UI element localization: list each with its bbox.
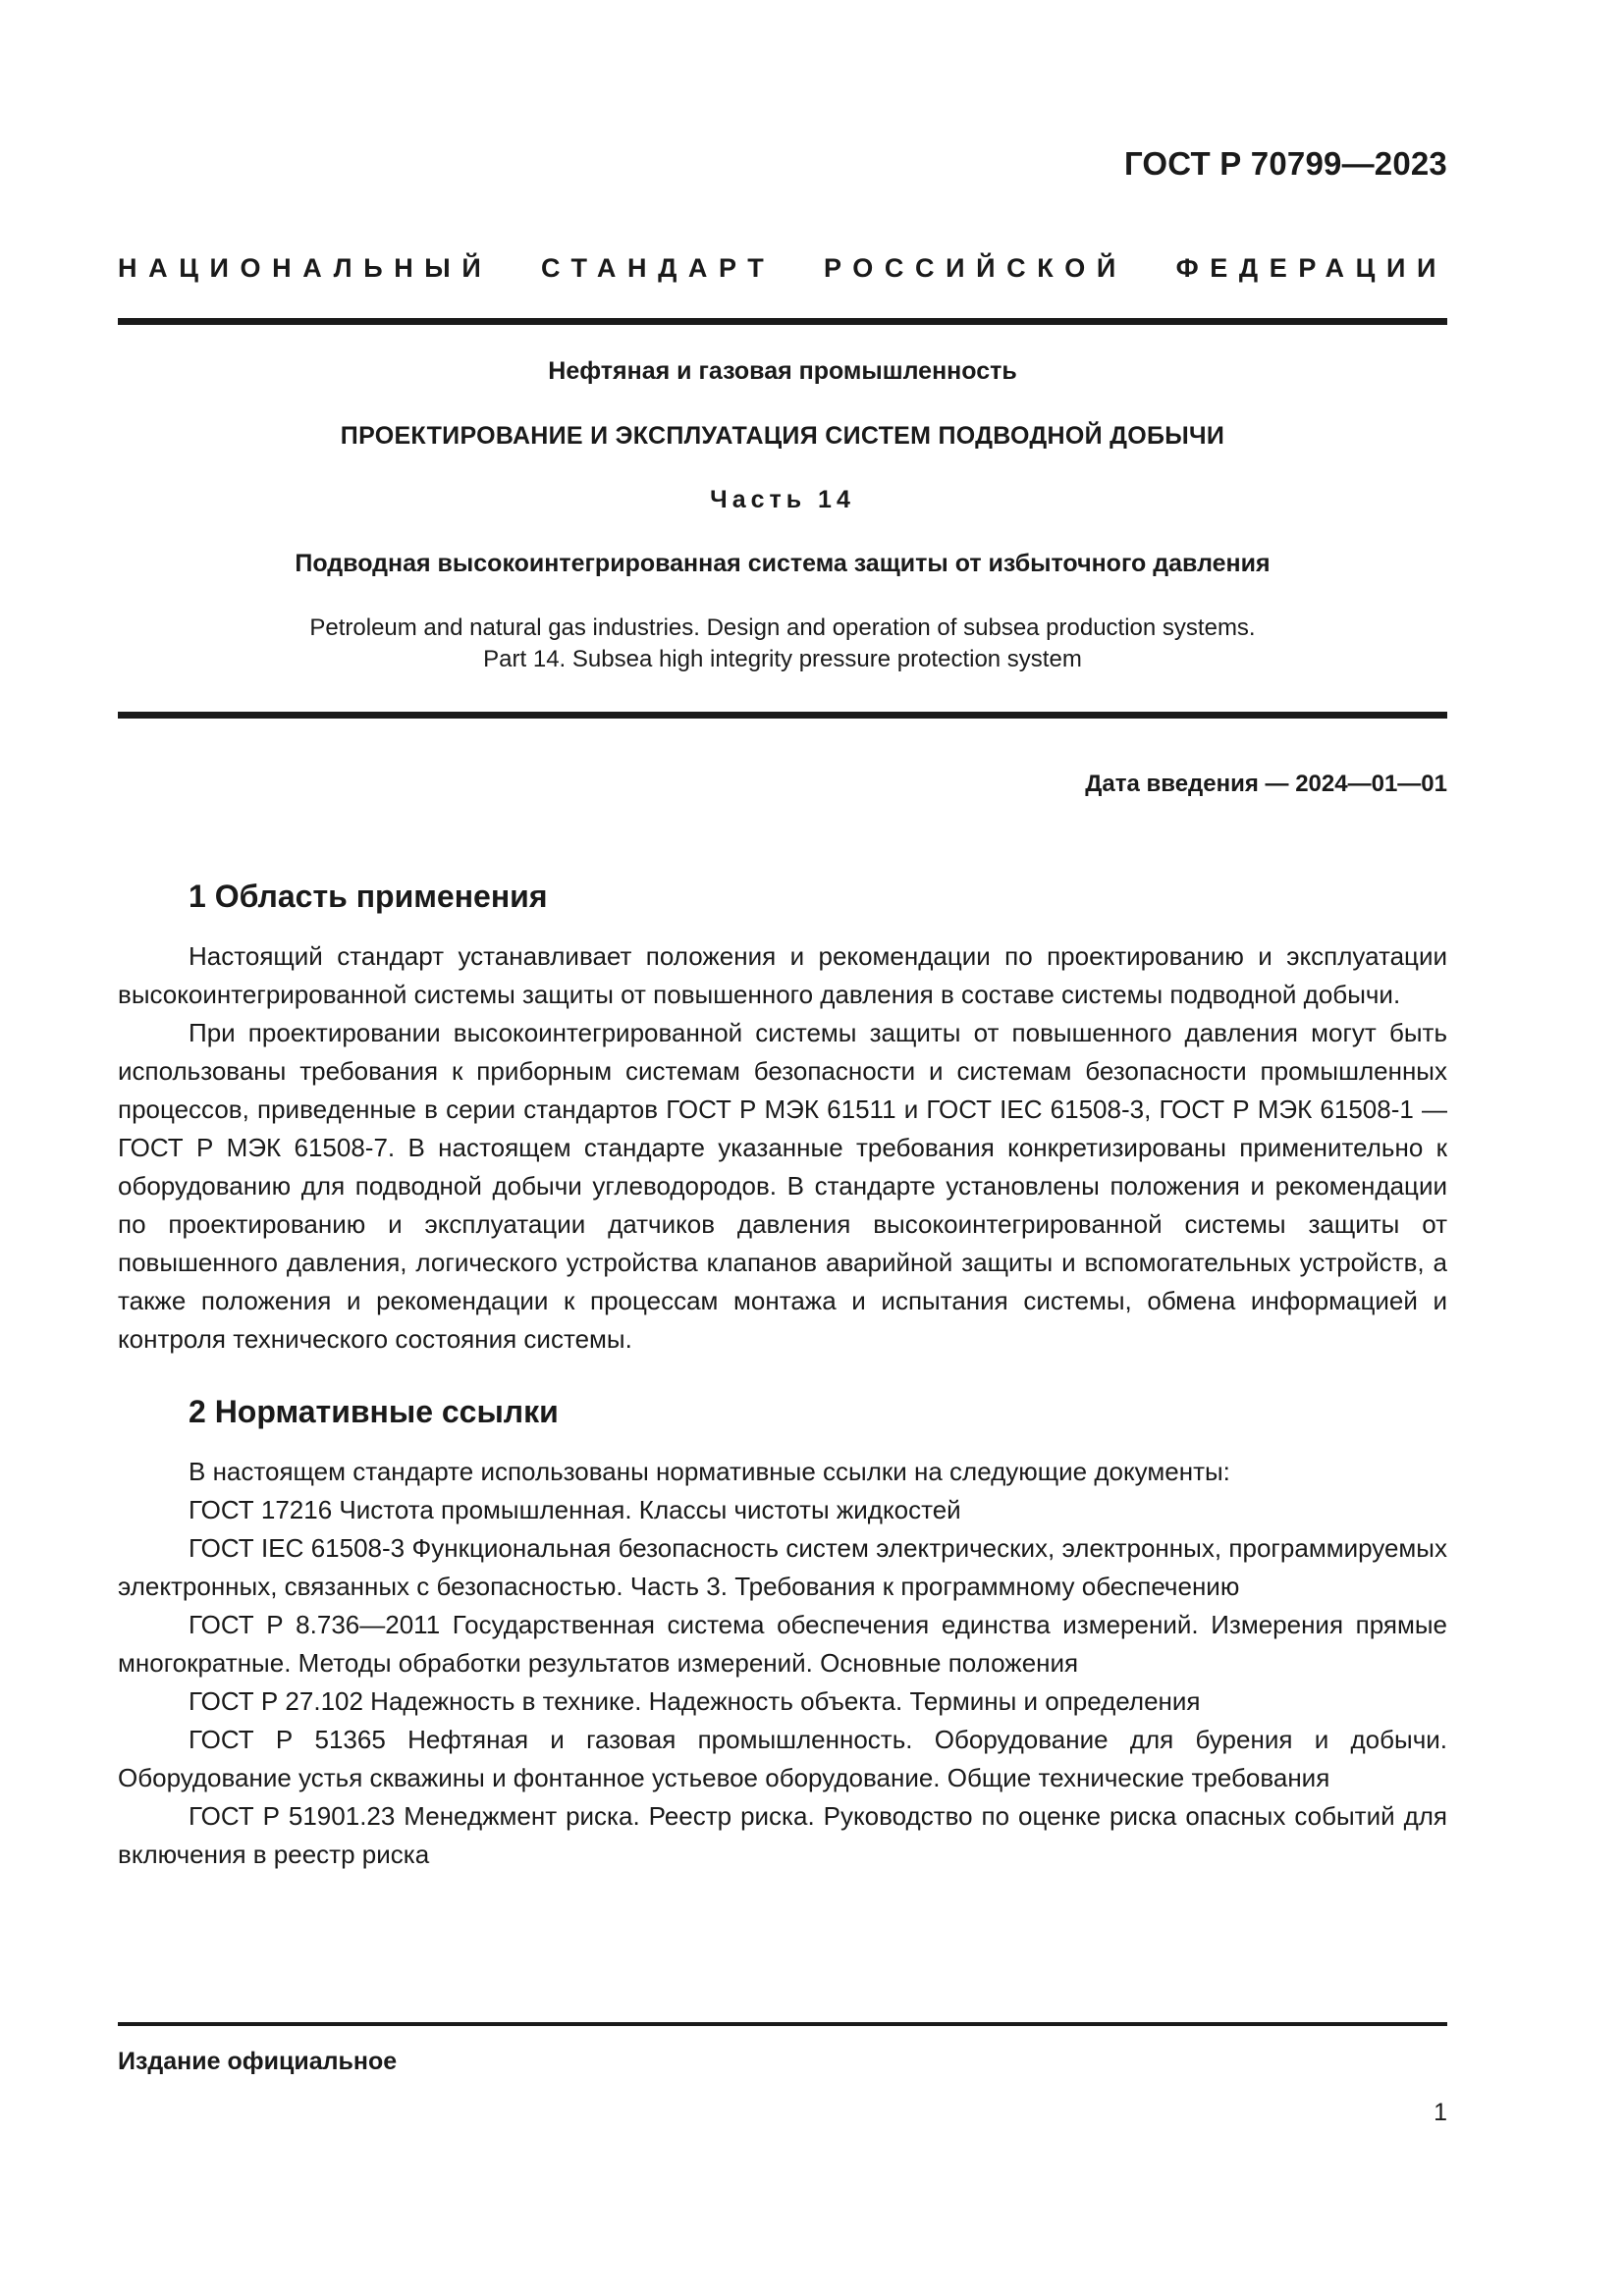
section-heading-normative-references: 2 Нормативные ссылки — [189, 1394, 559, 1429]
english-title-line-1: Petroleum and natural gas industries. Design and operation of subsea production systems. — [309, 614, 1256, 641]
main-title: ПРОЕКТИРОВАНИЕ И ЭКСПЛУАТАЦИЯ СИСТЕМ ПОДВОДНОЙ ДОБЫЧИ — [340, 422, 1225, 450]
introduction-date: Дата введения — 2024—01—01 — [1085, 771, 1447, 797]
footer-rule — [118, 2022, 1447, 2026]
part-subtitle: Подводная высокоинтегрированная система защиты от избыточного давления — [295, 550, 1271, 577]
document-body — [118, 877, 1447, 1874]
reference-item: ГОСТ Р 27.102 Надежность в технике. Надежность объекта. Термины и определения — [189, 1686, 1201, 1716]
reference-item: ГОСТ Р 8.736—2011 Государственная система обеспечения единства измерений. Измерения прямые многократные. Методы обработки результатов измерений. Основные положения — [118, 1610, 1447, 1678]
section-spacer — [118, 1359, 1447, 1392]
header-rule — [118, 318, 1447, 325]
official-edition-label: Издание официальное — [118, 2048, 398, 2075]
document-number: ГОСТ Р 70799—2023 — [1123, 145, 1447, 182]
reference-item: ГОСТ IEC 61508-3 Функциональная безопасность систем электрических, электронных, программируемых электронных, связанных с безопасностью. Часть 3. Требования к программному обеспечению — [118, 1533, 1447, 1601]
industry-title: Нефтяная и газовая промышленность — [548, 357, 1017, 385]
reference-item: ГОСТ Р 51901.23 Менеджмент риска. Реестр риска. Руководство по оценке риска опасных событий для включения в реестр риска — [118, 1801, 1447, 1869]
paragraph: Настоящий стандарт устанавливает положения и рекомендации по проектированию и эксплуатации высокоинтегрированной системы защиты от повышенного давления в составе системы подводной добычи. — [118, 941, 1447, 1009]
part-label: Часть 14 — [710, 486, 855, 513]
page-number: 1 — [1434, 2099, 1447, 2126]
reference-item: ГОСТ Р 51365 Нефтяная и газовая промышленность. Оборудование для бурения и добычи. Оборудование устья скважины и фонтанное устьевое оборудование. Общие технические требования — [118, 1725, 1447, 1792]
english-title-line-2: Part 14. Subsea high integrity pressure protection system — [483, 646, 1082, 672]
english-title — [118, 613, 1447, 675]
reference-item: ГОСТ 17216 Чистота промышленная. Классы чистоты жидкостей — [189, 1495, 961, 1524]
paragraph: В настоящем стандарте использованы нормативные ссылки на следующие документы: — [189, 1457, 1230, 1486]
national-standard-header: НАЦИОНАЛЬНЫЙ СТАНДАРТ РОССИЙСКОЙ ФЕДЕРАЦИИ — [118, 253, 1447, 283]
section-heading-scope: 1 Область применения — [189, 879, 548, 914]
paragraph: При проектировании высокоинтегрированной системы защиты от повышенного давления могут быть использованы требования к приборным системам безопасности и системам безопасности промышленных процессов, приведенные в серии стандартов ГОСТ Р МЭК 61511 и ГОСТ IEC 61508-3, ГОСТ Р МЭК 61508-1 — ГОСТ Р МЭК 61508-7. В настоящем стандарте указанные требования конкретизированы применительно к оборудованию для подводной добычи углеводородов. В стандарте установлены положения и рекомендации по проектированию и эксплуатации датчиков давления высокоинтегрированной системы защиты от повышенного давления, логического устройства клапанов аварийной защиты и вспомогательных устройств, а также положения и рекомендации к процессам монтажа и испытания системы, обмена информацией и контроля технического состояния системы. — [118, 1018, 1447, 1354]
title-rule — [118, 712, 1447, 719]
